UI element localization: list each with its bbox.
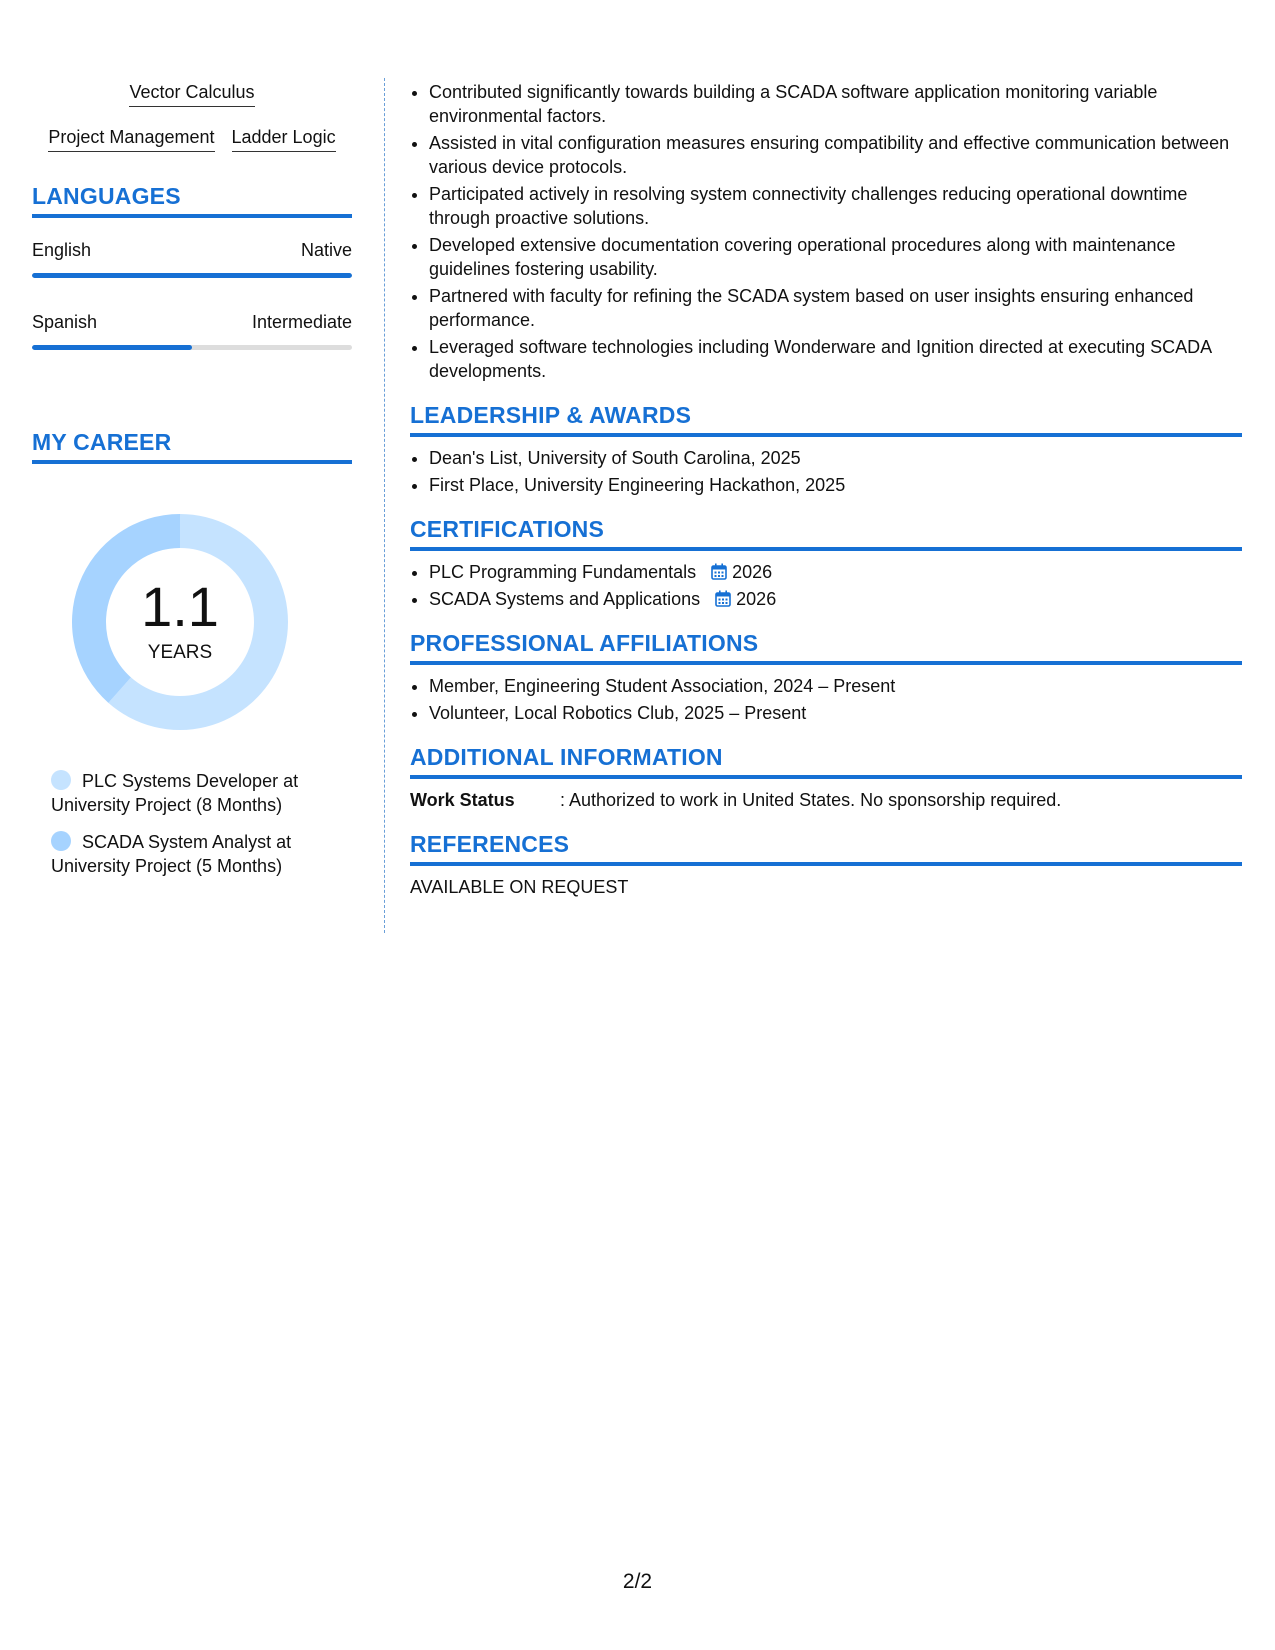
language-proficiency-fill (32, 273, 352, 278)
languages-heading: LANGUAGES (32, 182, 352, 218)
language-item (32, 238, 352, 278)
career-role-label: SCADA System Analyst at University Project (5 Months) (51, 832, 292, 876)
certification-name: PLC Programming Fundamentals (429, 562, 697, 582)
awards-list (410, 446, 1242, 497)
right-column (410, 80, 1242, 899)
certifications-heading: CERTIFICATIONS (410, 515, 1242, 551)
calendar-icon (715, 590, 731, 607)
career-role-label: PLC Systems Developer at University Project (8 Months) (51, 771, 299, 815)
affiliation-item: • Volunteer, Local Robotics Club, 2025 – Present (429, 701, 1242, 725)
experience-bullets (410, 80, 1242, 383)
additional-info-heading: ADDITIONAL INFORMATION (410, 743, 1242, 779)
language-proficiency-fill (32, 345, 192, 350)
affiliation-item: • Member, Engineering Student Association, 2024 – Present (429, 674, 1242, 698)
award-item: • Dean's List, University of South Carolina, 2025 (429, 446, 1242, 470)
award-item: • First Place, University Engineering Hackathon, 2025 (429, 473, 1242, 497)
certification-name: SCADA Systems and Applications (429, 589, 701, 609)
skill-tag: Project Management (48, 125, 214, 152)
references-text: AVAILABLE ON REQUEST (410, 877, 629, 897)
affiliations-heading: PROFESSIONAL AFFILIATIONS (410, 629, 1242, 665)
career-heading: MY CAREER (32, 428, 352, 464)
work-status-label: Work Status (410, 790, 515, 810)
awards-heading: LEADERSHIP & AWARDS (410, 401, 1242, 437)
experience-bullet: • Leveraged software technologies including Wonderware and Ignition directed at executing SCADA developments. (429, 335, 1242, 383)
certification-item (429, 560, 1242, 584)
legend-dot (51, 770, 71, 790)
career-total-value: 1.1 (141, 575, 219, 638)
experience-bullet: • Developed extensive documentation covering operational procedures along with maintenance guidelines fostering usability. (429, 233, 1242, 281)
language-proficiency-bar (32, 345, 352, 350)
legend-dot (51, 831, 71, 851)
experience-bullet: • Contributed significantly towards building a SCADA software application monitoring variable environmental factors. (429, 80, 1242, 128)
skill-tag: Ladder Logic (232, 125, 336, 152)
skills-section (32, 80, 352, 152)
page-number: 2/2 (622, 1570, 653, 1593)
language-name: English (32, 240, 92, 260)
references-heading: REFERENCES (410, 830, 1242, 866)
career-legend-item (51, 769, 331, 817)
column-divider (384, 78, 385, 933)
language-name: Spanish (32, 312, 98, 332)
certification-item (429, 587, 1242, 611)
certification-year: 2026 (736, 589, 777, 609)
calendar-icon (711, 563, 727, 580)
career-legend-item (51, 830, 331, 878)
language-item (32, 310, 352, 350)
career-legend (51, 769, 352, 878)
affiliations-list (410, 674, 1242, 725)
work-status-row (410, 788, 1242, 812)
language-proficiency-bar (32, 273, 352, 278)
language-level: Intermediate (251, 312, 352, 332)
work-status-value: : Authorized to work in United States. No sponsorship required. (560, 790, 1062, 810)
experience-bullet: • Assisted in vital configuration measures ensuring compatibility and effective communication between various device protocols. (429, 131, 1242, 179)
certification-year: 2026 (732, 562, 773, 582)
left-column (32, 80, 352, 891)
experience-bullet: • Partnered with faculty for refining the SCADA system based on user insights ensuring enhanced performance. (429, 284, 1242, 332)
skill-row (32, 125, 352, 152)
career-total-unit: YEARS (147, 642, 213, 663)
skill-row (32, 80, 352, 107)
certifications-list (410, 560, 1242, 611)
career-donut-chart (65, 507, 295, 737)
experience-bullet: • Participated actively in resolving system connectivity challenges reducing operational downtime through proactive solutions. (429, 182, 1242, 230)
skill-tag: Vector Calculus (129, 80, 254, 107)
language-level: Native (300, 240, 352, 260)
